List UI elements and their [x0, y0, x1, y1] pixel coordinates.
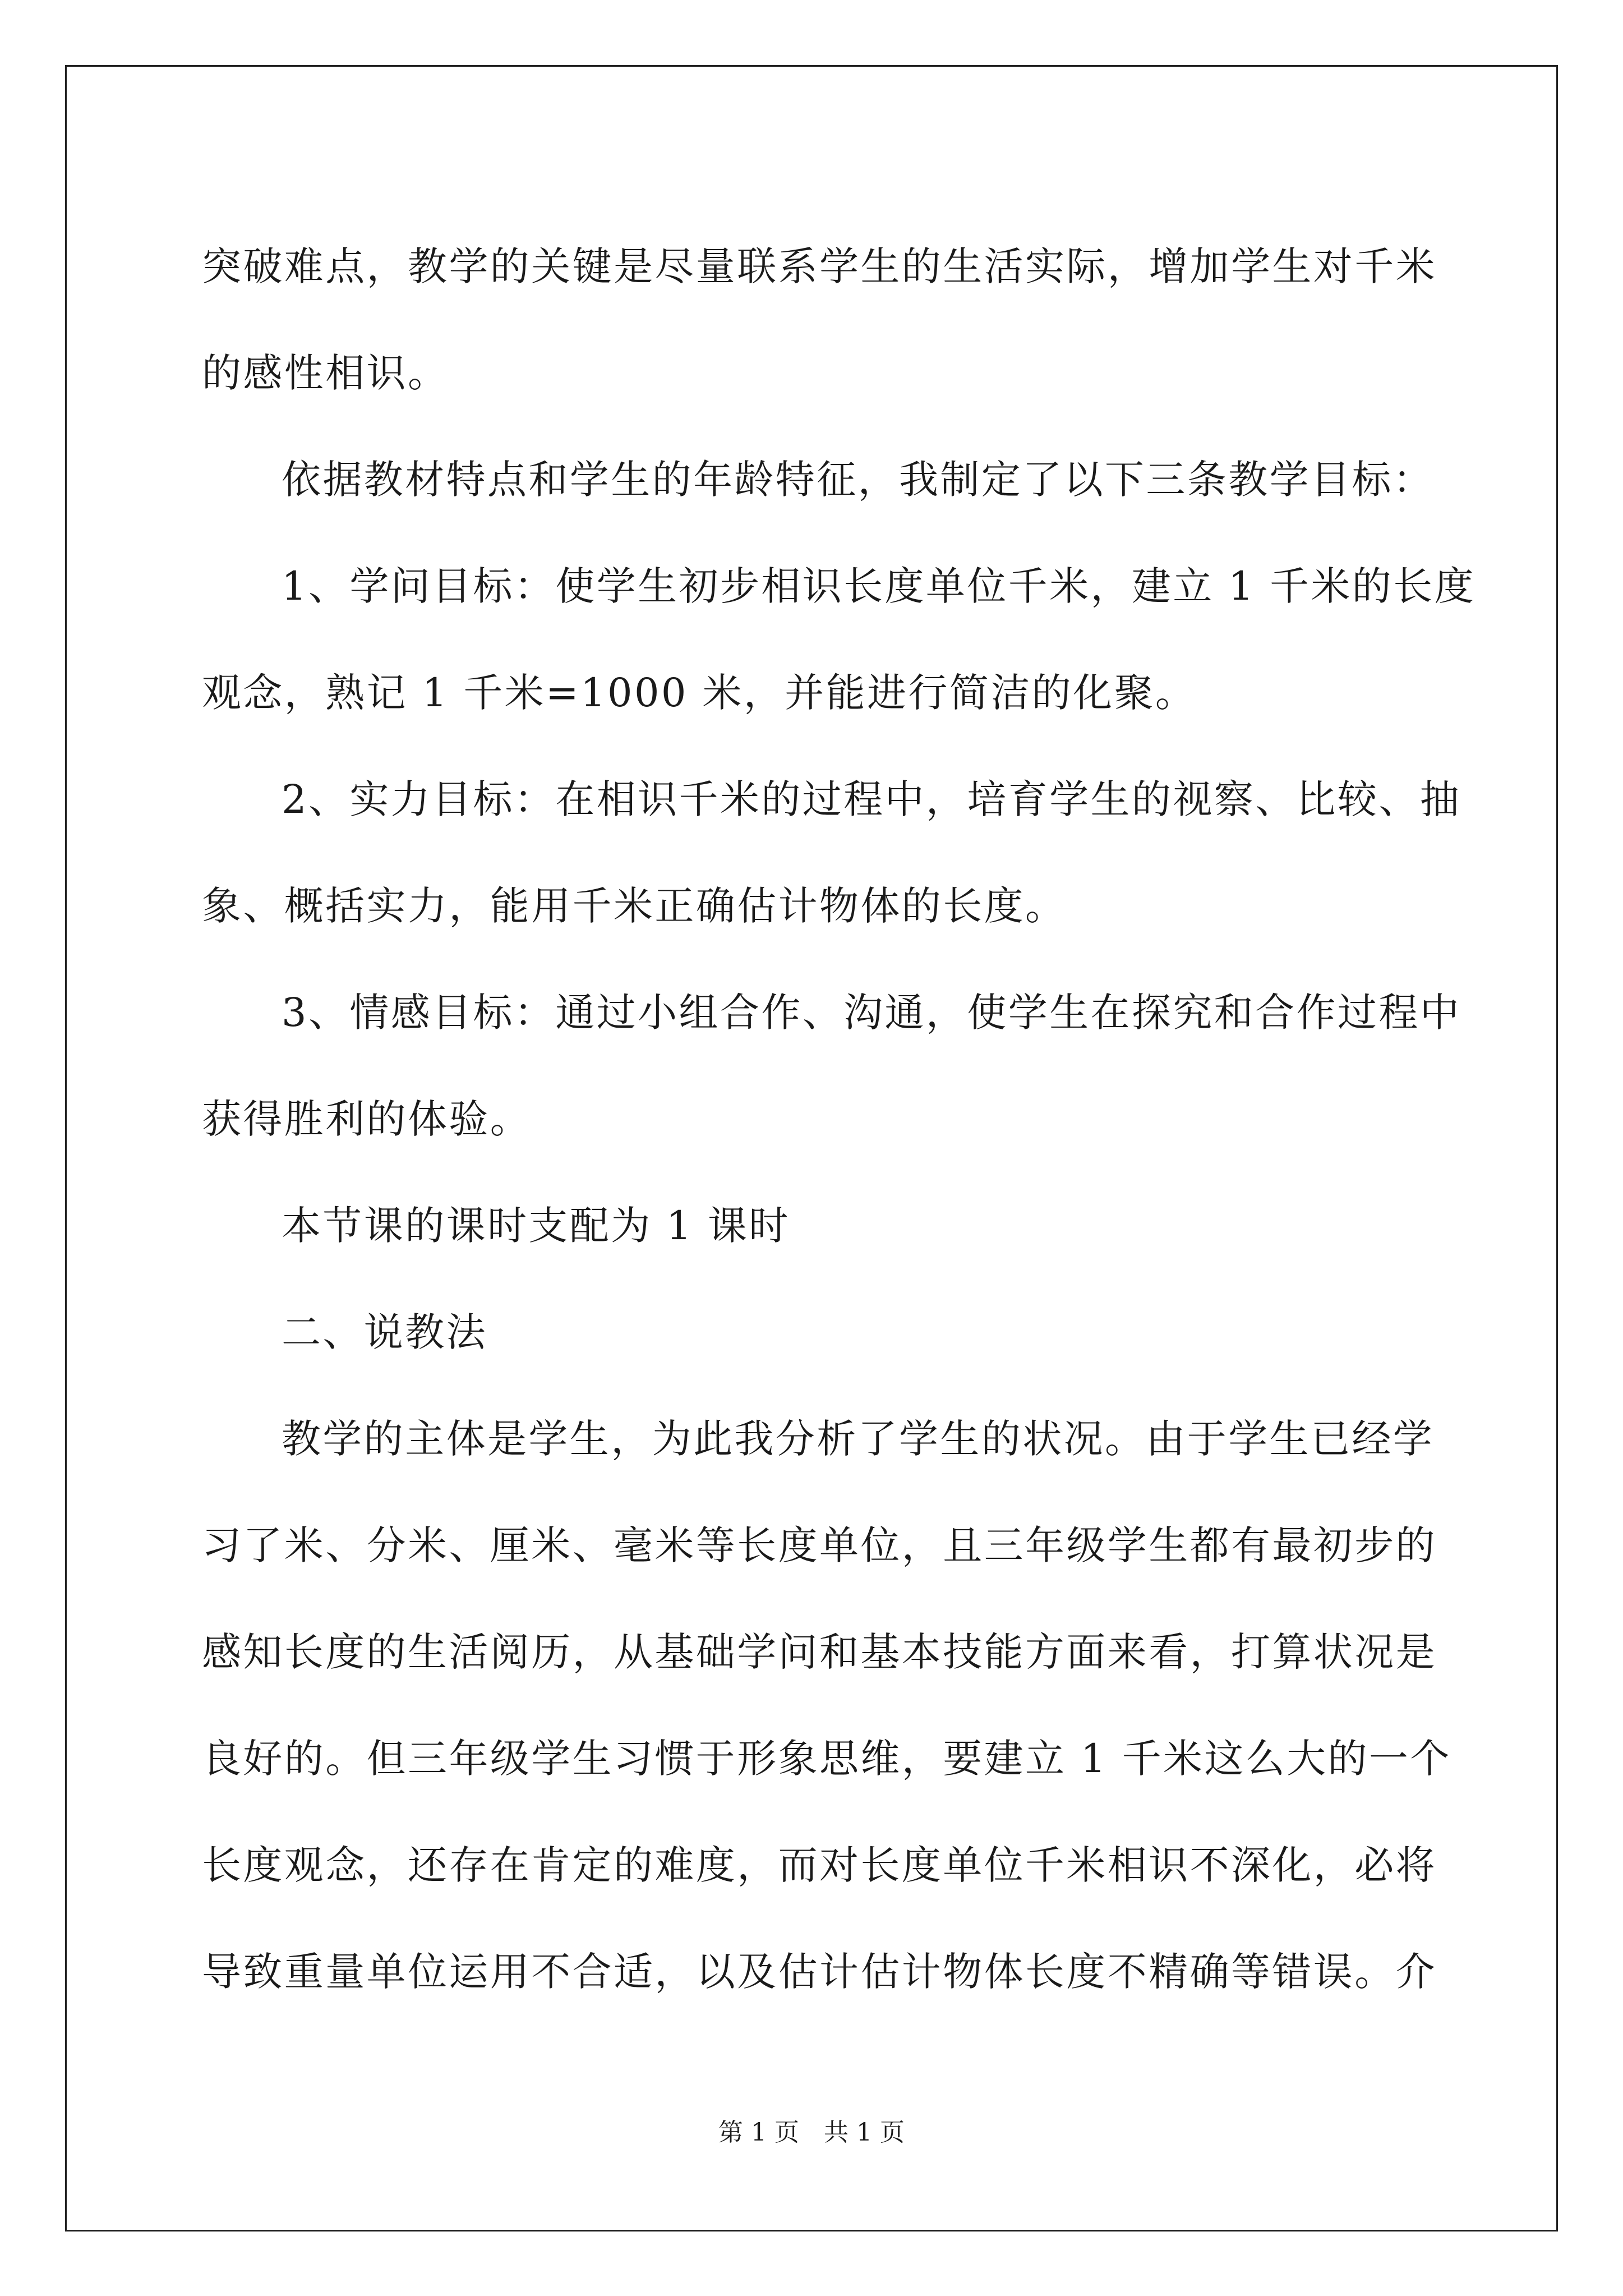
text-line-17: 导致重量单位运用不合适，以及估计估计物体长度不精确等错误。介: [202, 1949, 1437, 1995]
text-line-14: 感知长度的生活阅历，从基础学问和基本技能方面来看，打算状况是: [202, 1629, 1437, 1675]
page-number-footer: 第 1 页 共 1 页: [718, 2118, 905, 2147]
text-line-16: 长度观念，还存在肯定的难度，而对长度单位千米相识不深化，必将: [202, 1842, 1437, 1888]
text-line-13: 习了米、分米、厘米、毫米等长度单位，且三年级学生都有最初步的: [202, 1522, 1437, 1568]
text-line-15: 良好的。但三年级学生习惯于形象思维，要建立 1 千米这么大的一个: [202, 1736, 1451, 1782]
document-body: [202, 213, 1476, 2025]
text-line-4: 1、学问目标：使学生初步相识长度单位千米，建立 1 千米的长度: [282, 563, 1476, 609]
text-line-2: 的感性相识。: [202, 350, 449, 396]
text-line-6: 2、实力目标：在相识千米的过程中，培育学生的视察、比较、抽: [282, 776, 1461, 822]
text-line-8: 3、情感目标：通过小组合作、沟通，使学生在探究和合作过程中: [282, 990, 1461, 1036]
text-line-12: 教学的主体是学生，为此我分析了学生的状况。由于学生已经学: [282, 1416, 1435, 1462]
text-line-1: 突破难点，教学的关键是尽量联系学生的生活实际，增加学生对千米: [202, 243, 1437, 289]
text-line-7: 象、概括实力，能用千米正确估计物体的长度。: [202, 883, 1067, 929]
text-line-3: 依据教材特点和学生的年龄特征，我制定了以下三条教学目标：: [282, 457, 1435, 503]
text-line-9: 获得胜利的体验。: [202, 1096, 532, 1142]
text-line-5: 观念，熟记 1 千米=1000 米，并能进行简洁的化聚。: [202, 670, 1197, 716]
text-line-10: 本节课的课时支配为 1 课时: [282, 1203, 790, 1249]
section-heading: 二、说教法: [282, 1309, 487, 1355]
